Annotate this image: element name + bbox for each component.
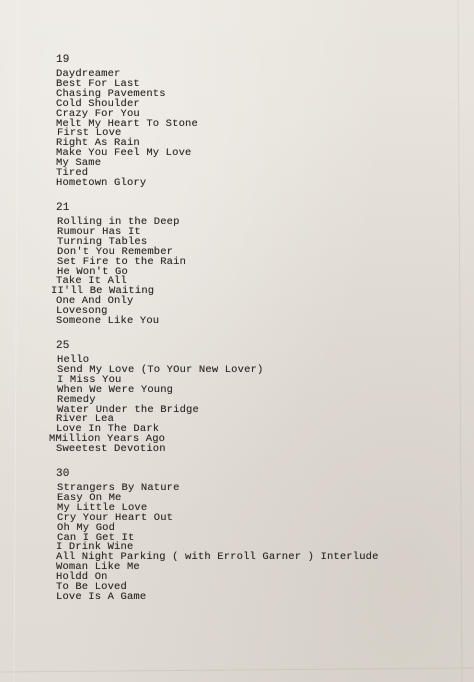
song-title: Rolling in the Deep <box>57 216 180 228</box>
song-title: He Won't Go <box>57 265 128 278</box>
song-title: Holdd On <box>56 571 108 584</box>
album-number: 30 <box>56 468 70 480</box>
song-title: Woman Like Me <box>56 561 140 574</box>
song-title: Chasing Pavements <box>56 87 166 100</box>
song-title: II'll Be Waiting <box>51 285 155 298</box>
song-title: One And Only <box>56 295 134 308</box>
song-title: Best For Last <box>56 77 140 90</box>
song-title: Cold Shoulder <box>56 97 140 110</box>
song-title: Send My Love (To YOur New Lover) <box>57 363 264 376</box>
song-title: I Miss You <box>57 373 122 386</box>
song-title: Strangers By Nature <box>57 482 180 494</box>
song-title: Sweetest Devotion <box>56 443 166 456</box>
song-title: Love Is A Game <box>56 590 147 603</box>
song-title: Remedy <box>57 393 96 406</box>
song-title: Melt My Heart To Stone <box>56 117 198 130</box>
song-title: I Drink Wine <box>56 541 134 554</box>
song-title: Easy On Me <box>57 491 122 504</box>
song-title: My Same <box>56 157 102 170</box>
album-number: 21 <box>56 202 70 214</box>
song-title: All Night Parking ( with Erroll Garner ) Interlude <box>56 551 379 564</box>
song-title: Love In The Dark <box>56 423 160 436</box>
song-title: My Little Love <box>57 501 148 514</box>
album-number: 19 <box>56 54 70 66</box>
song-title: Cry Your Heart Out <box>57 511 174 524</box>
song-title: Hometown Glory <box>56 176 147 189</box>
song-title: Lovesong <box>56 305 108 318</box>
song-title: First Love <box>57 127 122 140</box>
song-title: Can I Get It <box>57 531 135 544</box>
album-number: 25 <box>56 340 70 352</box>
song-title: Don't You Remember <box>57 245 174 258</box>
song-title: Rumour Has It <box>57 225 141 238</box>
song-title: MMillion Years Ago <box>49 433 166 446</box>
song-title: Turning Tables <box>57 235 148 248</box>
song-title: When We Were Young <box>57 383 174 396</box>
song-title: River Lea <box>56 413 115 426</box>
song-title: Set Fire to the Rain <box>57 255 187 268</box>
song-title: Right As Rain <box>56 137 140 150</box>
song-title: Someone Like You <box>56 315 160 327</box>
song-title: Make You Feel My Love <box>56 147 192 160</box>
song-title: Oh My God <box>57 521 116 534</box>
song-title: Daydreamer <box>56 68 121 80</box>
song-title: Tired <box>56 167 89 179</box>
song-title: To Be Loved <box>56 581 127 593</box>
song-title: Crazy For You <box>56 107 140 120</box>
song-title: Hello <box>57 354 90 366</box>
song-title: Take It All <box>56 275 127 288</box>
song-title: Water Under the Bridge <box>57 403 199 416</box>
